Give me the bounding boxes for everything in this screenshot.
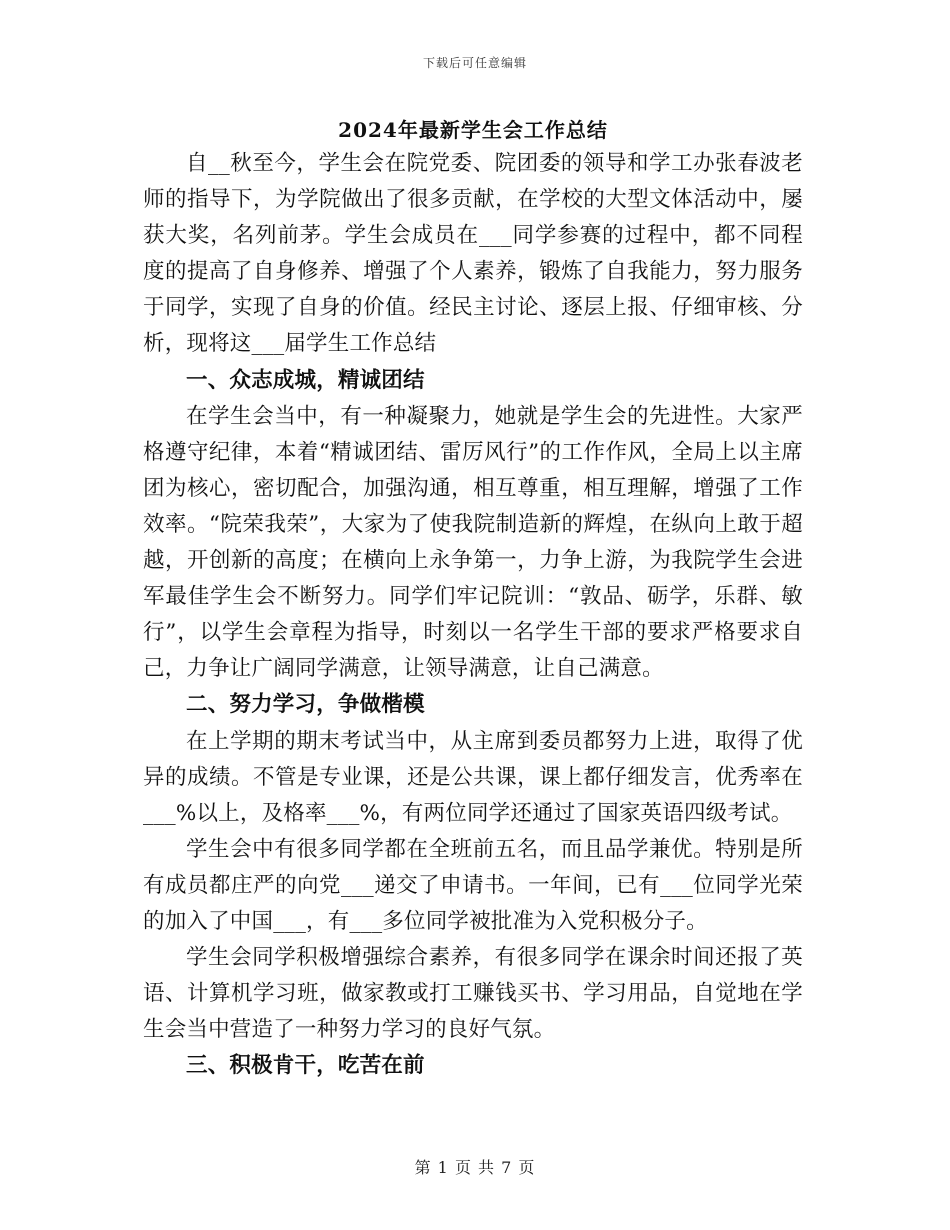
section-heading-3: 三、积极肯干，吃苦在前: [186, 1053, 425, 1079]
document-title: 2024年最新学生会工作总结: [338, 118, 608, 142]
header-note: 下载后可任意编辑: [422, 56, 527, 70]
section-2-paragraph-1: 在上学期的期末考试当中，从主席到委员都努力上进，取得了优异的成绩。不管是专业课，还是公共课，课上都仔细发言，优秀率在___%以上，及格率___%，有两位同学还通过了国家英语四级考试。: [143, 728, 803, 826]
page-number: 第 1 页 共 7 页: [414, 1158, 536, 1177]
section-heading-2: 二、努力学习，争做楷模: [186, 692, 425, 718]
intro-paragraph: 自__秋至今，学生会在院党委、院团委的领导和学工办张春波老师的指导下，为学院做出了很多贡献，在学校的大型文体活动中，屡获大奖，名列前茅。学生会成员在___同学参赛的过程中，都不同程度的提高了自身修养、增强了个人素养，锻炼了自我能力，努力服务于同学，实现了自身的价值。经民主讨论、逐层上报、仔细审核、分析，现将这___届学生工作总结: [143, 151, 803, 357]
section-2-paragraph-2: 学生会中有很多同学都在全班前五名，而且品学兼优。特别是所有成员都庄严的向党___递交了申请书。一年间，已有___位同学光荣的加入了中国___，有___多位同学被批准为入党积极分子。: [143, 836, 803, 934]
section-heading-1: 一、众志成城，精诚团结: [186, 367, 425, 393]
section-1-paragraph-1: 在学生会当中，有一种凝聚力，她就是学生会的先进性。大家严格遵守纪律，本着“精诚团结、雷厉风行”的工作作风，全局上以主席团为核心，密切配合，加强沟通，相互尊重，相互理解，增强了工作效率。“院荣我荣”，大家为了使我院制造新的辉煌，在纵向上敢于超越，开创新的高度；在横向上永争第一，力争上游，为我院学生会进军最佳学生会不断努力。同学们牢记院训：“敦品、砺学，乐群、敏行”，以学生会章程为指导，时刻以一名学生干部的要求严格要求自己，力争让广阔同学满意，让领导满意，让自己满意。: [143, 403, 803, 682]
document-body: [143, 114, 803, 1084]
section-2-paragraph-3: 学生会同学积极增强综合素养，有很多同学在课余时间还报了英语、计算机学习班，做家教或打工赚钱买书、学习用品，自觉地在学生会当中营造了一种努力学习的良好气氛。: [143, 945, 803, 1043]
